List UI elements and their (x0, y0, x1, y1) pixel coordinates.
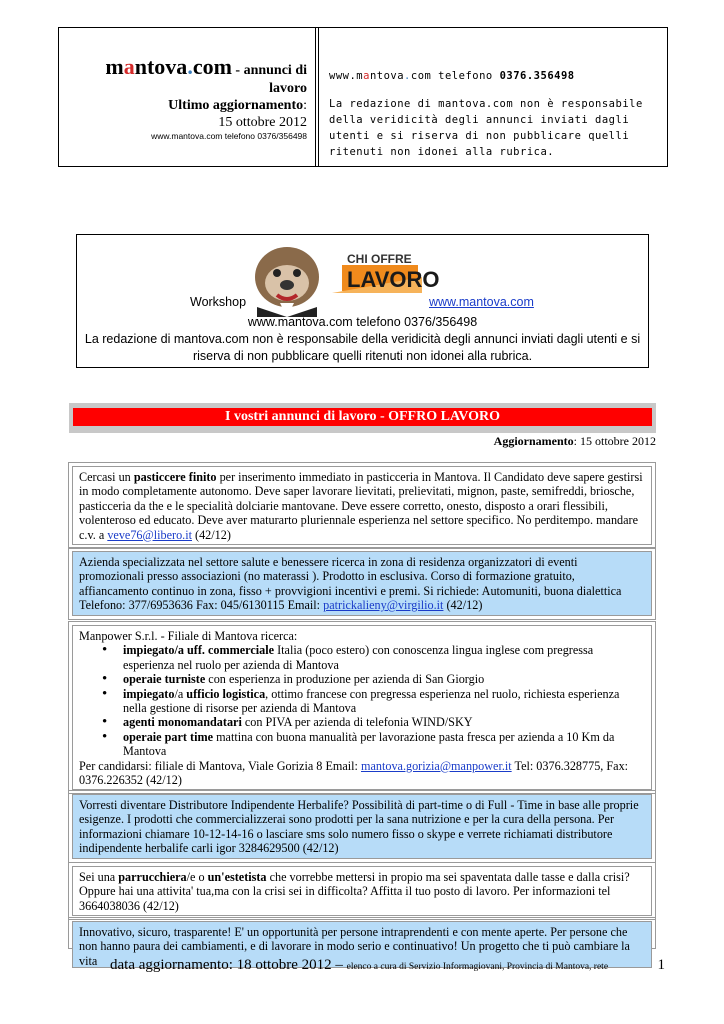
brand-ntova: ntova (134, 54, 188, 79)
url-pre: www.m (329, 70, 364, 82)
ad-content (72, 466, 652, 545)
section-updated-date: : 15 ottobre 2012 (573, 434, 656, 448)
url-dot: . (404, 70, 411, 82)
email-link[interactable]: patrickalieny@virgilio.it (323, 598, 444, 613)
ad-ref: (42/12) (443, 598, 483, 613)
ad-intro: Manpower S.r.l. - Filiale di Mantova ricerca: (79, 629, 298, 643)
ad-content (72, 625, 652, 790)
url-a: a (363, 70, 370, 82)
ad-content (72, 551, 652, 616)
header-url-line (329, 68, 659, 84)
ad-text: Tel: 0376.328775, Fax: 0376.226352 (42/12) (79, 758, 629, 788)
logo-text-top: CHI OFFRE (347, 252, 412, 266)
section-updated-label: Aggiornamento (493, 434, 574, 448)
ad-bold: pasticcere finito (133, 470, 217, 484)
job-desc: mattina con buona manualità per lavorazione pasta fresca per azienda a 10 Km da Mantova (123, 729, 615, 759)
job-desc: , ottimo francese con pregressa esperienza nel ruolo, richiesta esperienza nella gestione di risorse per azienda di Mantova (123, 686, 620, 716)
logo-disclaimer-1: La redazione di mantova.com non è responsabile della veridicità degli annunci inviati dagli utenti e si (84, 332, 641, 346)
job-title: impiegato (123, 686, 175, 701)
ad-text: /e o (186, 870, 208, 884)
header-phone: 0376.356498 (499, 70, 575, 82)
ad-azienda-salute (68, 547, 656, 620)
ad-contact (79, 759, 645, 788)
footer-credit: elenco a cura di Servizio Informagiovani, Provincia di Mantova, rete (346, 962, 609, 972)
section-updated (494, 434, 656, 449)
brand-title (59, 54, 307, 80)
footer-date: data aggiornamento: 18 ottobre 2012 – (110, 957, 347, 973)
brand-subtitle: - annunci di (231, 63, 307, 78)
section-banner: I vostri annunci di lavoro - OFFRO LAVORO (73, 408, 652, 426)
ad-text: Per candidarsi: filiale di Mantova, Viale Gorizia 8 Email: (79, 758, 361, 773)
job-title-2: ufficio logistica (186, 686, 266, 701)
page-footer (110, 957, 665, 974)
email-link[interactable]: mantova.gorizia@manpower.it (360, 758, 512, 773)
logo-contact-line: www.mantova.com telefono 0376/356498 (247, 315, 478, 329)
brand-m: m (105, 54, 124, 79)
ad-text: Innovativo, sicuro, trasparente! E' un opportunità per persone intraprendenti e con mente aperte. Per persone che non hanno paura dei cambiamenti, e di lavorare in modo serio e continuativo! Un progetto che ti può cambiare la vita (79, 925, 630, 968)
list-item (123, 672, 645, 686)
ad-text: che vorrebbe mettersi in propio ma sei spaventata dalle tasse e dalla crisi? Oppure hai una attivita' tua,ma con la crisi sei in difficolta? Affitta il tuo posto di lavoro. Per informazioni tel 3664038036 (42/12) (79, 870, 630, 913)
header-disclaimer: La redazione di mantova.com non è responsabile della veridicità degli annunci inviati dagli utenti e si riserva di non pubblicare quelli ritenuti non idonei alla rubrica. (329, 98, 643, 158)
brand-a: a (123, 54, 135, 79)
ad-content (72, 866, 652, 916)
contact-small: www.mantova.com telefono 0376/356498 (151, 131, 307, 141)
header-table (58, 27, 668, 167)
page-number: 1 (657, 957, 665, 973)
ad-pasticcere (68, 462, 656, 549)
list-item (123, 687, 645, 716)
url-post: com telefono (410, 70, 500, 82)
brand-subtitle-2: lavoro (269, 81, 307, 96)
ad-herbalife (68, 790, 656, 863)
ad-manpower (68, 621, 656, 794)
ad-ref: (42/12) (191, 527, 231, 542)
email-link[interactable]: veve76@libero.it (107, 527, 192, 542)
job-desc: con PIVA per azienda di telefonia WIND/SKY (241, 715, 473, 730)
mantova-link[interactable]: www.mantova.com (429, 295, 534, 309)
ad-text: Azienda specializzata nel settore salute e benessere ricerca in zona di residenza organizzatori di eventi promozionali presso associazioni (no materassi ). Prodotto in esclusiva. Corso di formazione gratuito, affiancamento continuo in zona, fisso + provvigioni incentivi e premi. Si richiede: Automuniti, buona dialettica Telefono: 377/6953636 Fax: 045/6130115 Email: (79, 555, 622, 613)
logo-box (76, 234, 649, 368)
job-title: operaie part time (123, 729, 214, 744)
list-item (123, 730, 645, 759)
updated-date: 15 ottobre 2012 (218, 115, 307, 130)
ad-parrucchiera (68, 862, 656, 920)
ad-text: Sei una (79, 870, 119, 884)
updated-label: Ultimo aggiornamento (168, 98, 304, 113)
header-left-cell (59, 28, 316, 166)
list-item (123, 715, 645, 729)
banner-frame (69, 403, 656, 433)
updated-colon: : (303, 98, 307, 113)
job-title: operaie turniste (123, 672, 206, 687)
job-desc: con esperienza in produzione per azienda di San Giorgio (205, 672, 485, 687)
workshop-row (77, 295, 648, 315)
updated-line (59, 97, 307, 114)
ad-content (72, 794, 652, 859)
brand-com: com (192, 54, 232, 79)
job-title: impiegato/a uff. commerciale (123, 643, 275, 658)
job-mid: /a (174, 686, 187, 701)
job-title: agenti monomandatari (123, 715, 242, 730)
ad-text: Vorresti diventare Distributore Indipendente Herbalife? Possibilità di part-time o di Full - Time in base alle proprie esigenze. I prodotti che commercializzerai sono prodotti per la sana nutrizione e per la cura della persona. Per informazioni chiamare 10-12-14-16 o lasciare sms solo numero fisso o skype e verrete richiamati distributore indipendente herbalife carli igor 3284629500 (42/12) (79, 798, 639, 856)
logo-text-bottom: LAVORO (347, 267, 440, 292)
job-list (79, 643, 645, 758)
ad-text: per inserimento immediato in pasticceria in Mantova. Il Candidato deve sapere gestirsi in modo completamente autonomo. Deve saper lavorare lievitati, prelievitati, mignon, paste, semifreddi, briosche, pasticceria da the e le specialità dolciarie mantovane. Deve essere corretto, onesto, disposto a orari flessibili, volenteroso ed educato. Deve aver maturarto pluriennale esperienza nel settore specifico. No perditempo. mandare c.v. a (79, 470, 643, 542)
url-ntova: ntova (369, 70, 405, 82)
header-right-cell (318, 28, 667, 166)
ad-bold: un'estetista (207, 870, 267, 884)
logo-disclaimer-2: riserva di non pubblicare quelli ritenuti non idonei alla rubrica. (192, 349, 533, 363)
brand-dot: . (187, 54, 193, 79)
ad-text: Cercasi un (79, 470, 134, 484)
job-desc: Italia (poco estero) con conoscenza lingua inglese com pregressa esperienza nel ruolo per azienda di Mantova (123, 643, 594, 672)
ad-bold: parrucchiera (118, 870, 187, 884)
list-item (123, 643, 645, 672)
workshop-label: Workshop (190, 295, 247, 309)
